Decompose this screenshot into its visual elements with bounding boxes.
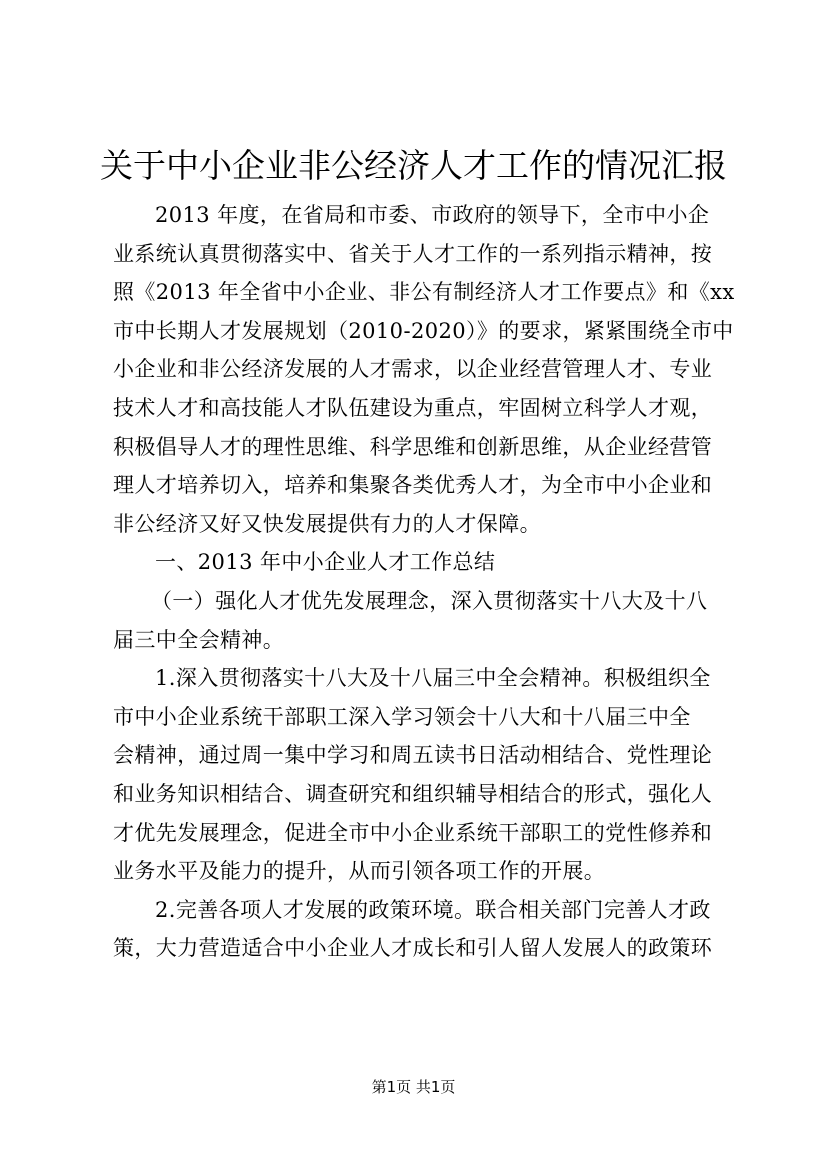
paragraph-line: 策，大力营造适合中小企业人才成长和引人留人发展人的政策环 (113, 936, 713, 961)
paragraph-line: 技术人才和高技能人才队伍建设为重点，牢固树立科学人才观， (113, 395, 713, 420)
paragraph-line: 理人才培养切入，培养和集聚各类优秀人才，为全市中小企业和 (113, 473, 713, 498)
document-title: 关于中小企业非公经济人才工作的情况汇报 (100, 146, 727, 185)
paragraph-line: 小企业和非公经济发展的人才需求，以企业经营管理人才、专业 (113, 357, 713, 382)
paragraph-line: 1.深入贯彻落实十八大及十八届三中全会精神。积极组织全 (155, 666, 711, 691)
paragraph-line: 2.完善各项人才发展的政策环境。联合相关部门完善人才政 (155, 897, 711, 922)
paragraph-line: 市中小企业系统干部职工深入学习领会十八大和十八届三中全 (113, 704, 691, 729)
paragraph-line: 会精神，通过周一集中学习和周五读书日活动相结合、党性理论 (113, 743, 713, 768)
paragraph-line: 业系统认真贯彻落实中、省关于人才工作的一系列指示精神，按 (113, 241, 713, 266)
subsection-heading: 届三中全会精神。 (113, 627, 285, 652)
paragraph-line: 照《2013 年全省中小企业、非公有制经济人才工作要点》和《xx (113, 280, 735, 305)
document-body (113, 196, 745, 968)
subsection-heading: （一）强化人才优先发展理念，深入贯彻落实十八大及十八 (151, 588, 708, 613)
paragraph-line: 业务水平及能力的提升，从而引领各项工作的开展。 (113, 859, 606, 884)
section-heading: 一、2013 年中小企业人才工作总结 (155, 550, 496, 575)
paragraph-line: 和业务知识相结合、调查研究和组织辅导相结合的形式，强化人 (113, 781, 713, 806)
paragraph-line: 市中长期人才发展规划（2010-2020）》的要求，紧紧围绕全市中 (113, 318, 734, 343)
page-number-footer: 第1页 共1页 (371, 1078, 456, 1096)
paragraph-line: 2013 年度，在省局和市委、市政府的领导下，全市中小企 (155, 203, 710, 227)
paragraph-line: 非公经济又好又快发展提供有力的人才保障。 (113, 511, 541, 536)
paragraph-line: 积极倡导人才的理性思维、科学思维和创新思维，从企业经营管 (113, 434, 713, 459)
paragraph-line: 才优先发展理念，促进全市中小企业系统干部职工的党性修养和 (113, 820, 713, 845)
